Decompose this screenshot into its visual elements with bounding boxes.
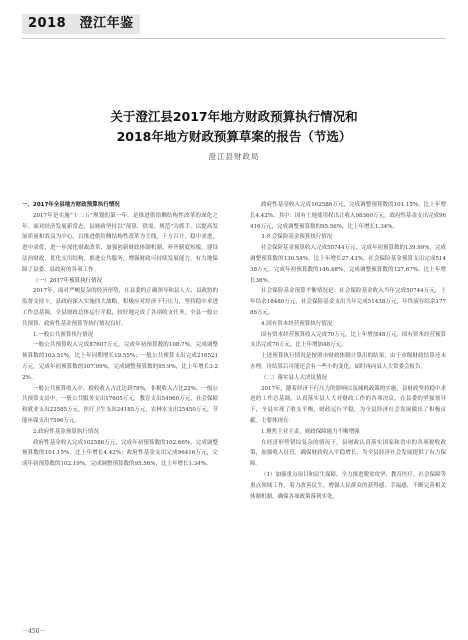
paragraph: 2017年是实施“十二五”规划的第一年，是推进供给侧结构性改革的深化之年。面对经济发展新常态，县财政坚持以“预算、供需、规范”为抓手，以提高发展质量和效益为中心，以推进供给侧结构性改革为主线，千方百计，稳中求进，进中求优，进一步深化财政改革，加强创新财政体制机制，补齐制度短板，建设法治财政，优化支出结构，推进公共服务，增强财政可持续发展能力，有力地保障了县委、县政府的各项工作。	[22, 212, 218, 273]
paragraph: （1）加强重点项目和民生保障，全力推进脱贫攻坚、教育医疗、社会保障等重点领域工作，着力改善民生，增强人民群众的获得感、幸福感，不断完善相关体制机制，确保各项政策落到实处。	[250, 471, 446, 500]
paragraph: 在经济形势错综复杂的情况下，县财政认真落实国家和省市的各项税收政策，加强收入征管，确保财政收入平稳增长，为全县经济社会发展提供了有力保障。	[250, 439, 446, 468]
report-title-line-1: 关于澄江县2017年地方财政预算执行情况和	[110, 109, 358, 124]
paragraph: 上述预算执行情况是按照市财政体制计算出的结果，由于市级财政结算还未办理，待结算后可能还会有一些小的变化，届时再向县人大常委会报告。	[250, 353, 446, 370]
paragraph: 一般公共预算收入中，税收收入占比达到78%，非税收入占比22%。一般公共预算支出中，一般公共服务支出17605万元，教育支出54960万元，社会保障和就业支出22585万元，医疗卫生支出24185万元，农林水支出25450万元，节能环保支出7596万元。	[22, 385, 218, 424]
subsection-heading: （二）落实县人大决议情况	[261, 374, 328, 381]
paragraph: 2017年，随着经济下行压力的影响以及减税政策的实施，县财政坚持稳中求进的工作总基调，认真落实县人大对财政工作的各项决议，在县委的坚强领导下，全县实现了收支平衡，财政运行平稳，为全县经济社会发展做出了积极贡献。主要体现在：	[250, 385, 446, 424]
header-divider	[22, 38, 446, 39]
section-heading: 一、2017年全县地方财政预算执行情况	[22, 202, 120, 208]
yearbook-header: 2018 澄江年鉴	[28, 16, 134, 31]
paragraph: 国有资本经营预算收入完成70万元，比上年增加48万元，国有资本经营预算支出完成70万元，比上年增加48万元。	[250, 331, 446, 349]
page-number: －450－	[22, 628, 46, 635]
paragraph: 1.聚焦主业主责，财政保障能力不断增强	[261, 428, 360, 435]
paragraph: 政府性基金收入完成102586万元，完成调整预算数的101.15%，比上年增长4.42%，其中：国有土地使用权出让收入98360万元。政府性基金支出完成96416万元，完成调整预算数的95.56%，比上年增长1.34%。	[250, 202, 446, 230]
paragraph: 社会保险基金预算收入完成50744万元，完成年初预算数的139.99%，完成调整预算数的130.54%，比上年增长27.43%。社会保险基金预算支出完成51438万元，完成年初预算数的146.48%，完成调整预算数的127.67%，比上年增长36%。	[250, 245, 446, 284]
paragraph: 1.一般公共预算执行情况	[33, 331, 94, 338]
subsection-heading: （一）2017年预算执行情况	[33, 277, 102, 284]
paragraph: 2017年，面对严峻复杂的经济形势，在县委的正确领导和县人大、县政协的监督支持下，县政府深入实施四大战略，积极应对经济下行压力，坚持稳中求进工作总基调，全县财政总体运行平稳，较好地完成了各项收支任务，全县一般公共预算、政府性基金预算等执行情况良好。	[22, 288, 218, 327]
paragraph: 一般公共预算收入完成87607万元，完成年初预算数的108.7%，完成调整预算数的103.51%，比上年同期增长19.55%；一般公共预算支出完成218521万元，完成年初预算数的107.09%，完成调整预算数的95.9%，比上年增长3.22%。	[22, 342, 218, 381]
paragraph: 4.国有资本经营预算执行情况	[261, 320, 333, 327]
report-title-line-2: 2018年地方财政预算草案的报告（节选）	[116, 129, 352, 144]
left-column	[22, 200, 218, 620]
report-author: 澄江县财政局	[208, 152, 260, 161]
paragraph: 2.政府性基金预算执行情况	[33, 428, 99, 435]
paragraph: 政府性基金收入完成102586万元，完成年初预算数的102.66%，完成调整预算数的101.15%，比上年增长4.42%；政府性基金支出完成96416万元，完成年初预算数的102.19%，完成调整预算数的95.56%，比上年增长1.34%。	[22, 439, 218, 468]
paragraph: 社会保险基金预算平衡情况是：社会保险基金收入当年完成50744万元，上年结余18480万元，社会保险基金支出当年完成51438万元，年终滚存结余17786万元。	[250, 288, 446, 316]
paragraph: 3.社会保险基金预算执行情况	[261, 234, 333, 241]
right-column	[250, 200, 446, 620]
